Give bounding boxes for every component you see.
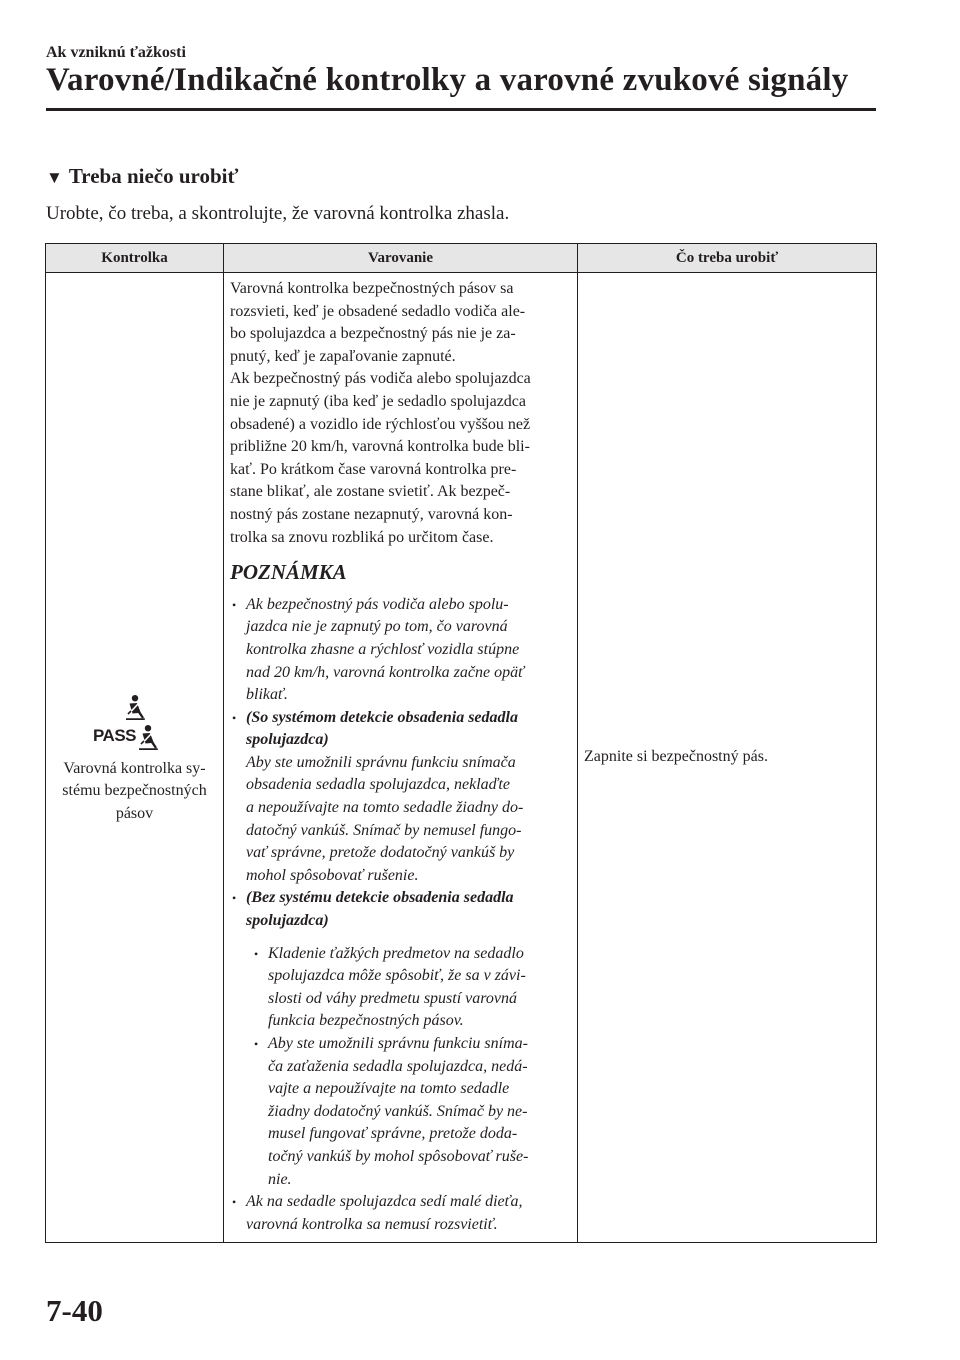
- subheading: [46, 164, 238, 189]
- warning-table: [45, 243, 877, 1243]
- text-line: približne 20 km/h, varovná kontrolka bude bli-: [230, 438, 530, 456]
- text-line: Aby ste umožnili správnu funkciu sníma-: [268, 1035, 528, 1052]
- caption-line: stému bezpečnostných: [62, 782, 207, 800]
- text-line: a nepoužívajte na tomto sedadle žiadny do-: [246, 799, 524, 817]
- text-line: Ak bezpečnostný pás vodiča alebo spolu-: [246, 595, 509, 613]
- text-line: pnutý, keď je zapaľovanie zapnuté.: [230, 347, 456, 365]
- note-item: [230, 594, 573, 707]
- header-varovanie: Varovanie: [224, 244, 578, 273]
- text-line: trolka sa znovu rozbliká po určitom čase.: [230, 528, 494, 546]
- text-line: žiadny dodatočný vankúš. Snímač by ne-: [268, 1102, 528, 1120]
- caption-line: Varovná kontrolka sy-: [63, 759, 206, 777]
- text-line: ča zaťaženia sedadla spolujazdca, nedá-: [268, 1057, 528, 1075]
- text-line: datočný vankúš. Snímač by nemusel fungo-: [246, 821, 522, 839]
- triangle-marker-icon: ▼: [46, 168, 63, 187]
- title-rule: [46, 108, 876, 111]
- text-line: blikať.: [246, 686, 288, 704]
- text-line: kontrolka zhasne a rýchlosť vozidla stúpne: [246, 640, 520, 658]
- caption-line: pásov: [115, 804, 154, 822]
- text-line: nostný pás zostane nezapnutý, varovná kon-: [230, 505, 513, 523]
- text-line: nad 20 km/h, varovná kontrolka začne opäť: [246, 663, 524, 681]
- text-line: stane blikať, ale zostane svietiť. Ak bezpeč-: [230, 483, 511, 501]
- text-line: kať. Po krátkom čase varovná kontrolka pre-: [230, 460, 517, 478]
- note-list: [230, 594, 573, 1237]
- text-line: varovná kontrolka sa nemusí rozsvietiť.: [246, 1215, 498, 1233]
- passenger-seatbelt-warning-icon: [93, 724, 160, 750]
- note-item: [230, 887, 573, 1191]
- note-title-line: spolujazdca): [246, 912, 329, 930]
- text-line: jazdca nie je zapnutý po tom, čo varovná: [246, 618, 508, 636]
- text-line: musel fungovať správne, pretože doda-: [268, 1125, 518, 1143]
- icon-block: [52, 694, 217, 750]
- text-line: obsadené) a vozidlo ide rýchlosťou vyššou než: [230, 415, 531, 433]
- note-item: [230, 1191, 573, 1236]
- subheading-text: Treba niečo urobiť: [68, 164, 239, 188]
- note-item: [230, 707, 573, 888]
- sub-note-list: [246, 943, 573, 1192]
- text-line: Aby ste umožnili správnu funkciu snímača: [246, 753, 516, 771]
- seatbelt-warning-icon: [123, 694, 147, 720]
- text-line: nie.: [268, 1170, 292, 1188]
- kontrolka-cell: [46, 273, 224, 1243]
- text-line: nie je zapnutý (iba keď je sedadlo spolujazdca: [230, 392, 527, 410]
- section-label: Ak vzniknú ťažkosti: [46, 44, 186, 61]
- text-line: spolujazdca môže spôsobiť, že sa v závi-: [268, 967, 526, 985]
- header-co-treba-urobit: Čo treba urobiť: [578, 244, 877, 273]
- pass-label: PASS: [92, 725, 137, 745]
- note-title-line: (So systémom detekcie obsadenia sedadla: [246, 708, 518, 726]
- page-title: Varovné/Indikačné kontrolky a varovné zvukové signály: [46, 62, 849, 98]
- text-line: rozsvieti, keď je obsadené sedadlo vodiča ale-: [230, 302, 526, 320]
- varovanie-cell: [224, 273, 578, 1243]
- intro-text: Urobte, čo treba, a skontrolujte, že varovná kontrolka zhasla.: [46, 203, 510, 224]
- header-kontrolka: Kontrolka: [46, 244, 224, 273]
- kontrolka-caption: [52, 758, 217, 826]
- text-line: slosti od váhy predmetu spustí varovná: [268, 989, 518, 1007]
- text-line: Ak na sedadle spolujazdca sedí malé dieťa,: [246, 1193, 523, 1211]
- text-line: funkcia bezpečnostných pásov.: [268, 1012, 464, 1030]
- text-line: točný vankúš by mohol spôsobovať ruše-: [268, 1147, 529, 1165]
- sub-note-item: [246, 943, 573, 1033]
- akcia-cell: Zapnite si bezpečnostný pás.: [578, 273, 877, 1243]
- text-line: bo spolujazdca a bezpečnostný pás nie je za-: [230, 325, 516, 343]
- note-title-line: spolujazdca): [246, 731, 329, 749]
- text-line: vať správne, pretože dodatočný vankúš by: [246, 844, 515, 862]
- sub-note-item: [246, 1033, 573, 1191]
- text-line: Kladenie ťažkých predmetov na sedadlo: [268, 944, 524, 962]
- text-line: mohol spôsobovať rušenie.: [246, 866, 419, 884]
- text-line: vajte a nepoužívajte na tomto sedadle: [268, 1080, 510, 1098]
- text-line: obsadenia sedadla spolujazdca, neklaďte: [246, 776, 510, 794]
- note-heading: POZNÁMKA: [230, 560, 347, 585]
- text-line: Varovná kontrolka bezpečnostných pásov sa: [230, 280, 514, 297]
- table-row: [46, 273, 877, 1243]
- table-header-row: [46, 244, 877, 273]
- text-line: Ak bezpečnostný pás vodiča alebo spolujazdca: [230, 370, 531, 388]
- varovanie-text: [230, 278, 573, 549]
- page-number: 7-40: [46, 1293, 103, 1328]
- note-title-line: (Bez systému detekcie obsadenia sedadla: [246, 889, 514, 907]
